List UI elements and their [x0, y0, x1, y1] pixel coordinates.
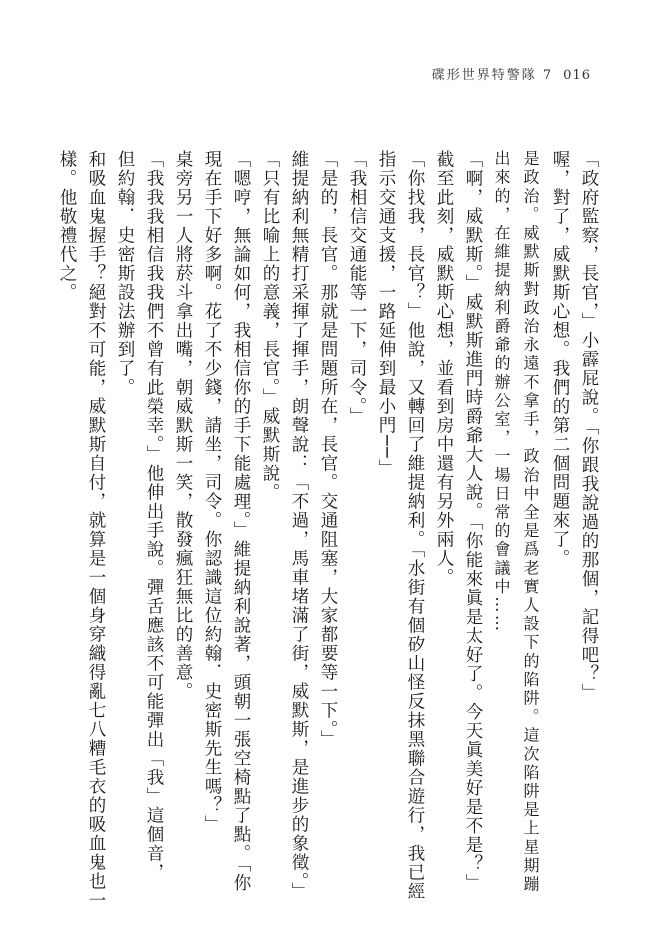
- text-line: 「政府監察，長官，」小霹屁說。「你跟我說過的那個，記得吧？」: [579, 150, 599, 703]
- page-number: 016: [563, 68, 591, 83]
- text-line: 「嗯哼，無論如何，我相信你的手下能處理。」維提納利說著，頭朝一張空椅點了點。「你: [231, 150, 251, 893]
- text-line: 是政治。威默斯對政治永遠不拿手，政治中全是爲老實人設下的陷阱。這次陷阱是上星期蹦: [521, 150, 540, 894]
- text-line: 「你找我，長官？」他說，又轉回了維提納利。「水街有個矽山怪反抹黑聯合遊行，我已經: [405, 150, 425, 902]
- text-line: 「啊，威默斯。」威默斯進門時爵爺大人說。「你能來眞是太好了。今天眞美好是不是？」: [463, 150, 483, 893]
- text-line: 「我我我相信我我們不曾有此榮幸。」他伸出手說。彈舌應該不可能彈出「我」這個音，: [144, 150, 164, 883]
- running-header: [432, 64, 591, 83]
- text-line: 指示交通支援，一路延伸到最小門──」: [376, 150, 396, 479]
- text-line: 樣。他敬禮代之。: [57, 150, 77, 302]
- text-line: 出來的，在維提納利爵爺的辦公室，一場日常的會議中……: [492, 150, 511, 634]
- text-line: 現在手下好多啊。花了不少錢，請坐，司令。你認識這位約翰．史密斯先生嗎？」: [202, 150, 222, 834]
- text-line: 和吸血鬼握手？絕對不可能，威默斯自付，就算是一個身穿織得亂七八糟毛衣的吸血鬼也一: [86, 150, 106, 910]
- text-line: 「只有比喻上的意義，長官。」威默斯說。: [260, 150, 280, 503]
- text-line: 截至此刻，威默斯心想，並看到房中還有另外兩人。: [434, 150, 454, 587]
- text-line: 喔，對了，威默斯心想。我們的第二個問題來了。: [550, 150, 570, 568]
- text-line: 但約翰．史密斯設法辦到了。: [115, 150, 135, 397]
- book-title: 碟形世界特警隊 7: [431, 68, 554, 83]
- body-text: [57, 150, 603, 910]
- text-line: 維提納利無精打采揮了揮手，朗聲說：「不過，馬車堵滿了街，威默斯，是進步的象徵。」: [289, 150, 309, 902]
- text-line: 桌旁另一人將菸斗拿出嘴，朝威默斯一笑，散發瘋狂無比的善意。: [173, 150, 193, 701]
- text-line: 「我相信交通能等一下，司令。」: [347, 150, 367, 427]
- text-line: 「是的，長官。那就是問題所在，長官。交通阻塞，大家都要等一下。」: [318, 150, 338, 750]
